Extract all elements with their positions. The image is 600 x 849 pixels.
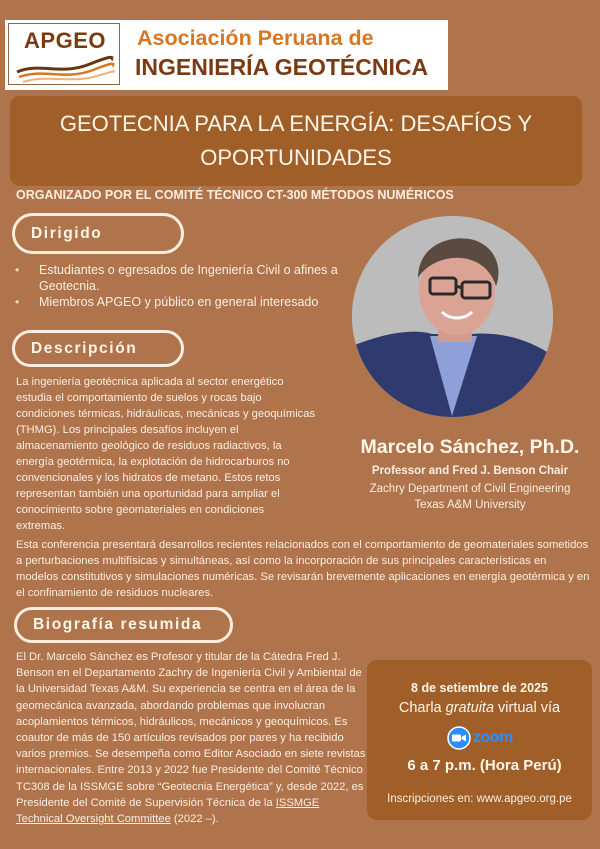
event-title-line1: GEOTECNIA PARA LA ENERGÍA: DESAFÍOS Y (59, 111, 533, 136)
event-title-box (10, 96, 582, 186)
charla-suffix: virtual vía (494, 700, 561, 716)
event-date: 8 de setiembre de 2025 (411, 681, 548, 695)
zoom-camera-icon (447, 726, 471, 750)
biography-text-main: El Dr. Marcelo Sánchez es Profesor y titular de la Cátedra Fred J. Benson en el Departamento Zachry de Ingeniería Civil y Ambiental de la Universidad Texas A&M. Su experiencia se centra en el área de la geomecánica avanzada, abordando problemas que involucran acoplamientos térmicos, hidráulicos, mecánicos y geoquímicos. Es coautor de más de 150 artículos revisados por pares y ha recibido varios premios. Se desempeña como Editor Asociado en siete revistas internacionales. Entre 2013 y 2022 fue Presidente del Comité Técnico TC308 de la ISSMGE sobre “Geotecnia Energética” y, desde 2022, es Presidente del Comité de Supervisión Técnica de la (16, 651, 366, 809)
event-format (367, 700, 592, 716)
description-paragraph-1: La ingeniería geotécnica aplicada al sector energético estudia el comportamiento de suelos y rocas bajo condiciones térmicas, hidráulicas, mecánicas y geoquímicas (THMG). Los principales desafíos incluyen el almacenamiento geológico de residuos radiactivos, la energía geotérmica, la explotación de hidrocarburos no convencionales y los hidratos de metano. Estos retos representan también una oportunidad para ampliar el conocimiento sobre geomateriales en condiciones extremas. (16, 376, 316, 532)
org-name-line1: Asociación Peruana de (137, 26, 374, 50)
biography-text-end: (2022 –). (170, 813, 219, 826)
issmge-committee-link[interactable]: ISSMGE Technical Oversight Committee (16, 796, 320, 826)
speaker-university: Texas A&M University (414, 499, 526, 511)
section-pill-biografia (14, 607, 233, 643)
logo-text: APGEO (24, 28, 106, 53)
speaker-affiliation (340, 481, 600, 513)
registration-info: Inscripciones en: www.apgeo.org.pe (387, 793, 572, 805)
speaker-role: Professor and Fred J. Benson Chair (371, 465, 569, 477)
section-label: Descripción (31, 339, 138, 357)
zoom-logo (447, 726, 513, 750)
biography-text (16, 649, 366, 827)
section-pill-descripcion (12, 330, 184, 367)
organizer-text: ORGANIZADO POR EL COMITÉ TÉCNICO CT-300 MÉTODOS NUMÉRICOS (16, 188, 454, 202)
audience-list (14, 262, 344, 310)
wave-logo-icon (15, 54, 115, 84)
event-info-box (367, 660, 592, 820)
speaker-portrait-icon (352, 216, 553, 417)
list-item: • Estudiantes o egresados de Ingeniería Civil o afines a Geotecnia. (14, 262, 344, 294)
zoom-wordmark: zoom (473, 729, 513, 746)
section-pill-dirigido (12, 213, 184, 254)
charla-prefix: Charla (398, 700, 446, 716)
speaker-name: Marcelo Sánchez, Ph.D. (360, 436, 580, 458)
speaker-photo (352, 216, 553, 417)
org-name-line2: INGENIERÍA GEOTÉCNICA (135, 54, 429, 80)
event-time: 6 a 7 p.m. (Hora Perú) (407, 757, 562, 774)
event-title-line2: OPORTUNIDADES (200, 145, 392, 170)
apgeo-logo (8, 23, 120, 85)
section-label: Biografía resumida (33, 616, 203, 633)
charla-free: gratuita (445, 700, 495, 716)
description-paragraph-2: Esta conferencia presentará desarrollos recientes relacionados con el comportamiento de geomateriales sometidos a perturbaciones multifísicas y simultáneas, así como la incorporación de sus principales características en modelos constitutivos y simulaciones numéricas. Se revisarán brevemente aplicaciones en energía geotérmica y en el confinamiento de residuos nucleares. (16, 539, 590, 599)
logo-banner (5, 20, 448, 90)
section-label: Dirigido (31, 224, 103, 242)
list-item: • Miembros APGEO y público en general interesado (14, 294, 344, 310)
speaker-department: Zachry Department of Civil Engineering (369, 483, 571, 495)
